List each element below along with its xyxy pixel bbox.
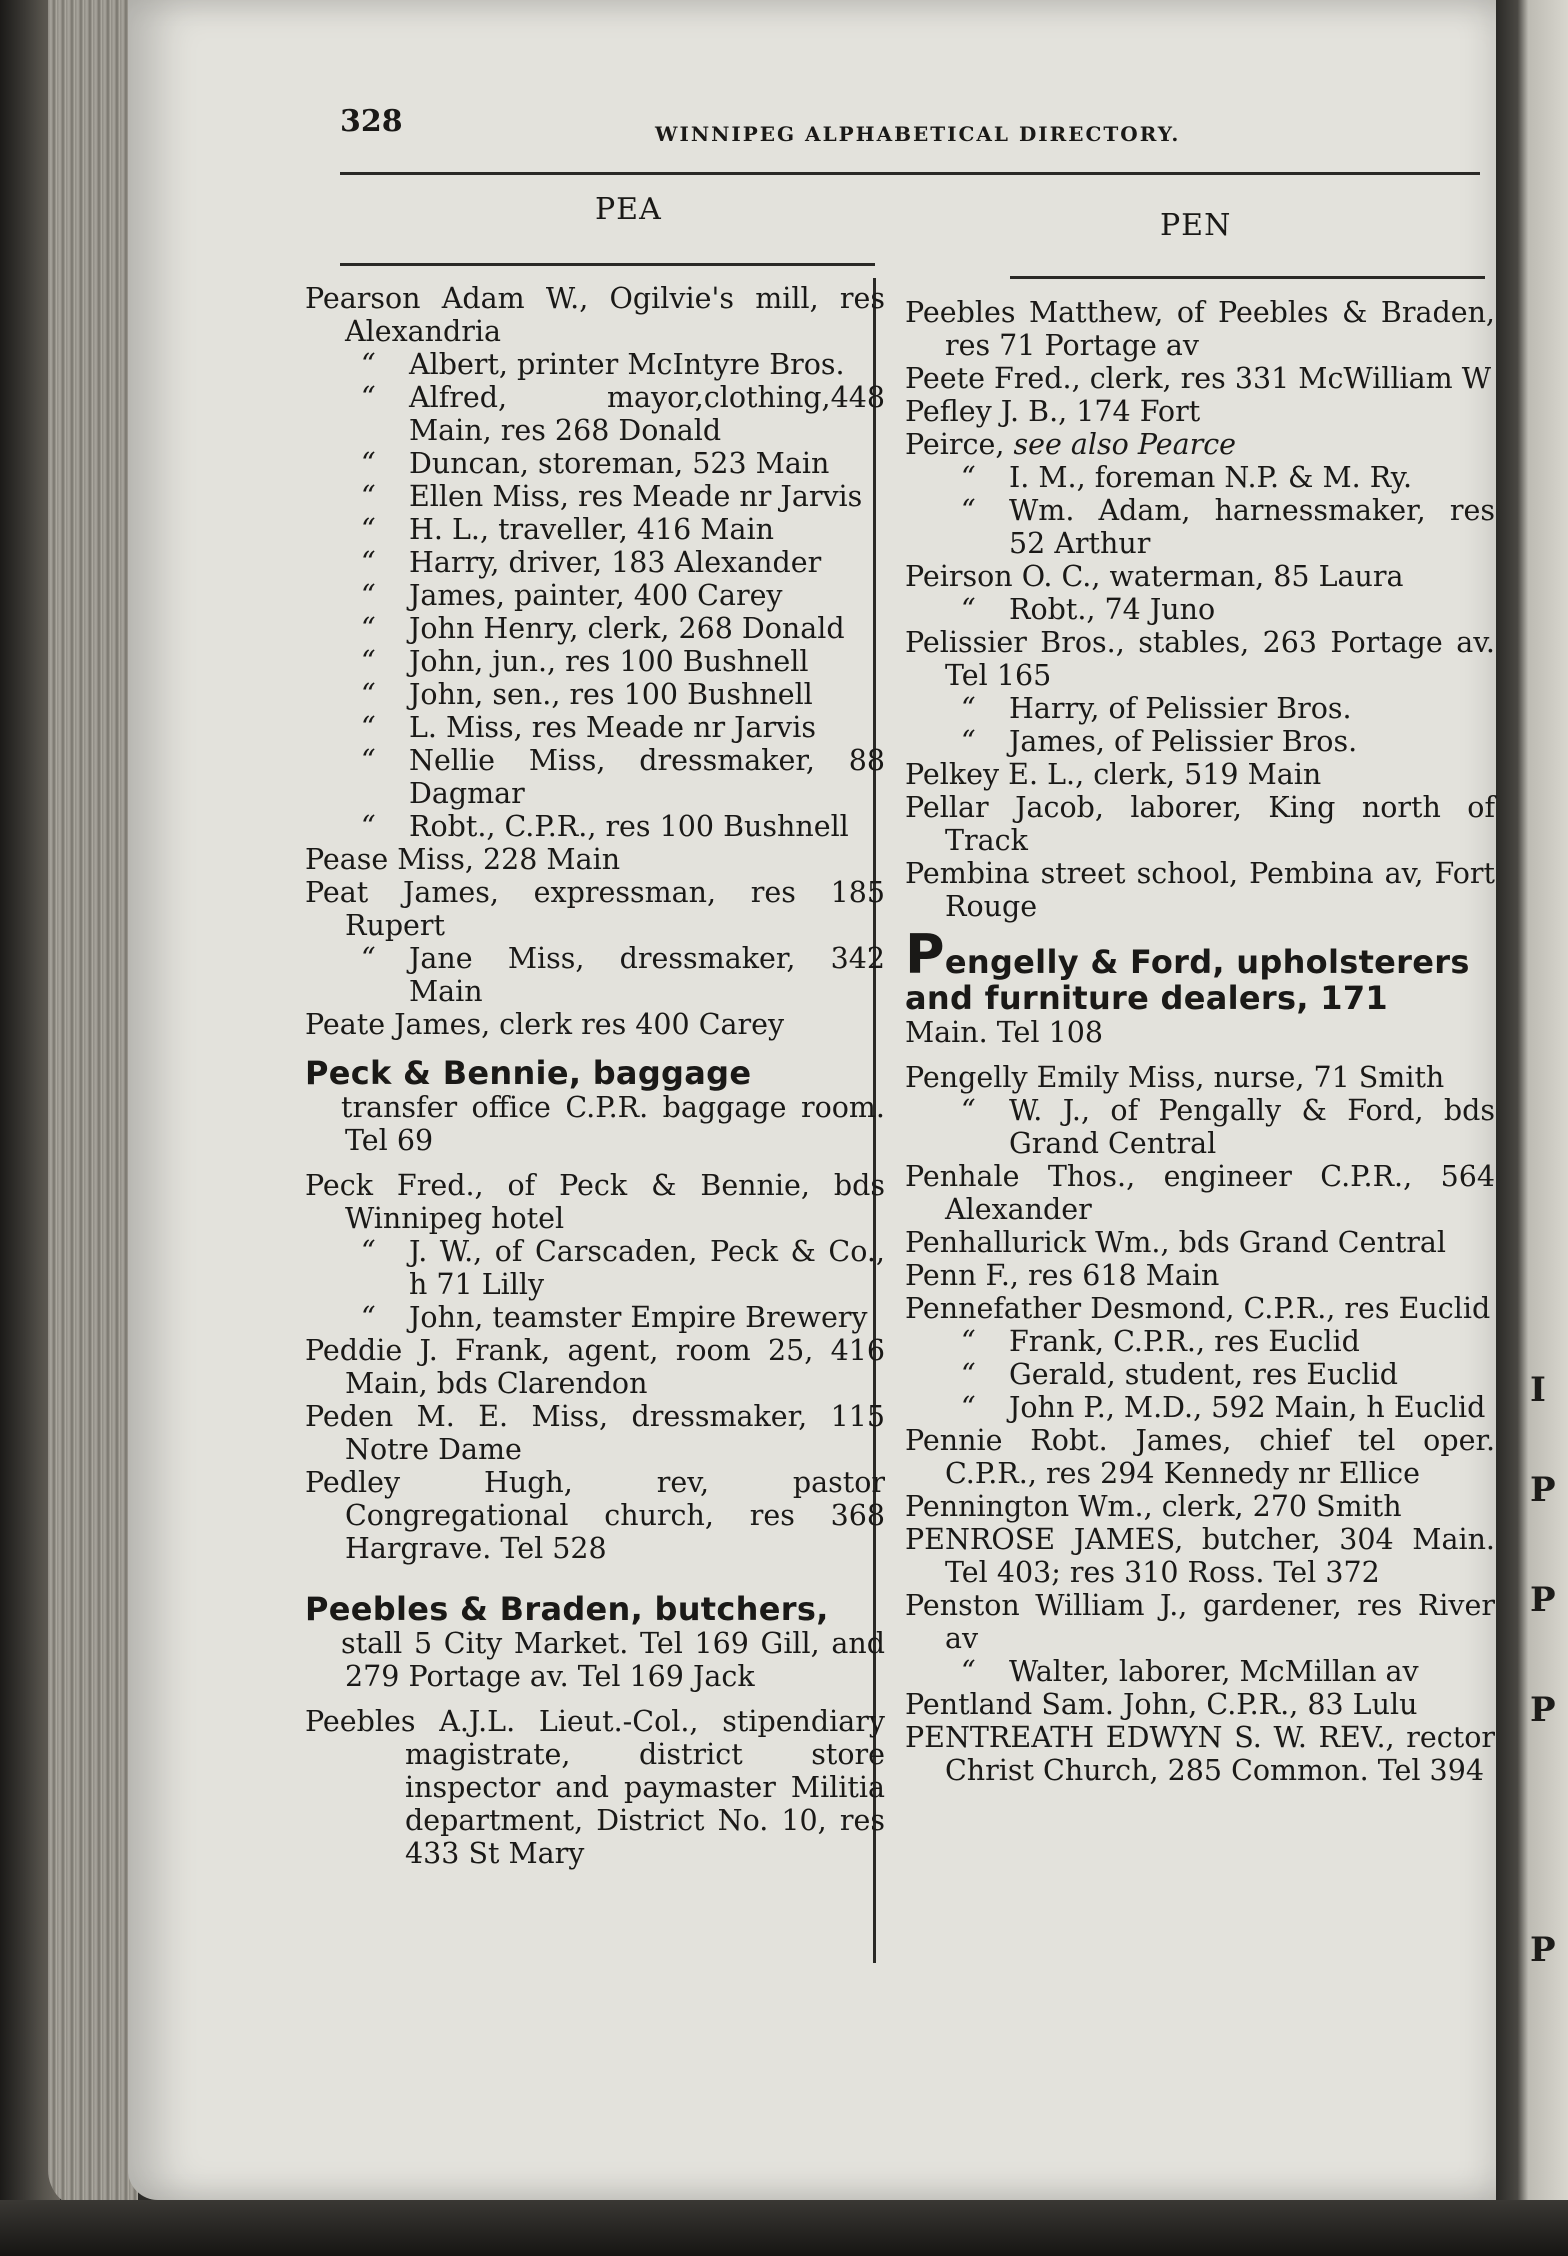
- directory-entry: “ Nellie Miss, dressmaker, 88 Dagmar: [361, 744, 885, 810]
- directory-entry: Pease Miss, 228 Main: [305, 843, 621, 876]
- left-head-rule: [340, 263, 875, 266]
- directory-entry: “ Robt., 74 Juno: [961, 593, 1216, 626]
- directory-entry: “ Harry, of Pelissier Bros.: [961, 692, 1352, 725]
- directory-entry: “ James, of Pelissier Bros.: [961, 725, 1358, 758]
- directory-entry: Pedley Hugh, rev, pastor Congregational church, res 368 Hargrave. Tel 528: [305, 1466, 885, 1565]
- directory-entry: “ Alfred, mayor,clothing,448 Main, res 268 Donald: [361, 381, 885, 447]
- directory-entry: “ W. J., of Pengally & Ford, bds Grand Central: [961, 1094, 1495, 1160]
- directory-entry: Peddie J. Frank, agent, room 25, 416 Main, bds Clarendon: [305, 1334, 885, 1400]
- directory-entry: Peebles Matthew, of Peebles & Braden, res 71 Portage av: [905, 296, 1495, 362]
- directory-entry: “ I. M., foreman N.P. & M. Ry.: [961, 461, 1413, 494]
- directory-entry: Peck Fred., of Peck & Bennie, bds Winnipeg hotel: [305, 1169, 885, 1235]
- directory-entry: “ Robt., C.P.R., res 100 Bushnell: [361, 810, 849, 843]
- directory-entry: Peirson O. C., waterman, 85 Laura: [905, 560, 1404, 593]
- directory-entry: Pearson Adam W., Ogilvie's mill, res Alexandria: [305, 282, 885, 348]
- edge-fragment: P: [1530, 1580, 1556, 1620]
- directory-entry: Penn F., res 618 Main: [905, 1259, 1220, 1292]
- directory-entry: “ John, sen., res 100 Bushnell: [361, 678, 813, 711]
- directory-entry: Pellar Jacob, laborer, King north of Track: [905, 791, 1495, 857]
- directory-entry: “ Duncan, storeman, 523 Main: [361, 447, 830, 480]
- directory-entry: “ Walter, laborer, McMillan av: [961, 1655, 1419, 1688]
- directory-entry: Penhallurick Wm., bds Grand Central: [905, 1226, 1446, 1259]
- advertisement-body: Main. Tel 108: [905, 1016, 1103, 1049]
- directory-entry: “ James, painter, 400 Carey: [361, 579, 783, 612]
- edge-fragment: P: [1530, 1690, 1556, 1730]
- directory-entry: Peete Fred., clerk, res 331 McWilliam W: [905, 362, 1492, 395]
- directory-entry: Peirce, see also Pearce: [905, 428, 1237, 461]
- directory-entry: Peat James, expressman, res 185 Rupert: [305, 876, 885, 942]
- directory-entry: “ Harry, driver, 183 Alexander: [361, 546, 822, 579]
- directory-entry: “ Gerald, student, res Euclid: [961, 1358, 1398, 1391]
- right-column: [905, 296, 1495, 1787]
- left-column-head: PEA: [595, 192, 662, 227]
- advertisement-heading: Peebles & Braden, butchers,: [305, 1590, 829, 1628]
- directory-entry: Peden M. E. Miss, dressmaker, 115 Notre Dame: [305, 1400, 885, 1466]
- directory-entry: PENTREATH EDWYN S. W. REV., rector Christ Church, 285 Common. Tel 394: [905, 1721, 1495, 1787]
- directory-entry: Peate James, clerk res 400 Carey: [305, 1008, 785, 1041]
- bottom-shadow: [0, 2200, 1568, 2256]
- advertisement-heading: Peck & Bennie, baggage: [305, 1054, 752, 1092]
- directory-entry: “ Ellen Miss, res Meade nr Jarvis: [361, 480, 863, 513]
- directory-entry: “ H. L., traveller, 416 Main: [361, 513, 774, 546]
- right-head-rule: [1010, 276, 1485, 279]
- directory-entry: Pefley J. B., 174 Fort: [905, 395, 1201, 428]
- directory-entry: “ Jane Miss, dressmaker, 342 Main: [361, 942, 885, 1008]
- directory-entry: “ L. Miss, res Meade nr Jarvis: [361, 711, 817, 744]
- advertisement-pengelly-ford: [905, 923, 1495, 1049]
- directory-entry: “ John Henry, clerk, 268 Donald: [361, 612, 845, 645]
- directory-entry: Penhale Thos., engineer C.P.R., 564 Alexander: [905, 1160, 1495, 1226]
- right-column-head: PEN: [1160, 208, 1232, 243]
- directory-entry: Penston William J., gardener, res River av: [905, 1589, 1495, 1655]
- edge-fragment: P: [1530, 1470, 1556, 1510]
- advertisement-peck-bennie: [305, 1055, 885, 1157]
- directory-entry: Pembina street school, Pembina av, Fort Rouge: [905, 857, 1495, 923]
- advertisement-body: transfer office C.P.R. baggage room. Tel 69: [341, 1091, 885, 1157]
- directory-entry: “ John P., M.D., 592 Main, h Euclid: [961, 1391, 1486, 1424]
- left-column: [305, 282, 885, 1870]
- directory-entry: “ John, teamster Empire Brewery: [361, 1301, 868, 1334]
- directory-entry: Pelissier Bros., stables, 263 Portage av. Tel 165: [905, 626, 1495, 692]
- page-number: 328: [340, 104, 403, 139]
- directory-entry: Pengelly Emily Miss, nurse, 71 Smith: [905, 1061, 1445, 1094]
- advertisement-heading: Pengelly & Ford, upholsterers and furniture dealers, 171: [905, 923, 1470, 1017]
- directory-entry: “ Wm. Adam, harnessmaker, res 52 Arthur: [961, 494, 1495, 560]
- advertisement-body: stall 5 City Market. Tel 169 Gill, and 279 Portage av. Tel 169 Jack: [341, 1627, 885, 1693]
- directory-entry: “ J. W., of Carscaden, Peck & Co., h 71 Lilly: [361, 1235, 885, 1301]
- edge-fragment: P: [1530, 1930, 1556, 1970]
- directory-entry: Pentland Sam. John, C.P.R., 83 Lulu: [905, 1688, 1418, 1721]
- directory-entry: Pennie Robt. James, chief tel oper. C.P.R., res 294 Kennedy nr Ellice: [905, 1424, 1495, 1490]
- page-edges: [48, 0, 138, 2210]
- directory-entry: “ Albert, printer McIntyre Bros.: [361, 348, 845, 381]
- directory-entry: “ John, jun., res 100 Bushnell: [361, 645, 809, 678]
- directory-entry: Pennefather Desmond, C.P.R., res Euclid: [905, 1292, 1491, 1325]
- edge-fragment: I: [1530, 1370, 1546, 1410]
- next-page-edge: [1496, 0, 1568, 2256]
- header-rule: [340, 172, 1480, 175]
- directory-entry: Pennington Wm., clerk, 270 Smith: [905, 1490, 1402, 1523]
- directory-entry: Pelkey E. L., clerk, 519 Main: [905, 758, 1322, 791]
- advertisement-peebles-braden: [305, 1591, 885, 1693]
- directory-entry: PENROSE JAMES, butcher, 304 Main. Tel 403; res 310 Ross. Tel 372: [905, 1523, 1495, 1589]
- running-head: WINNIPEG ALPHABETICAL DIRECTORY.: [655, 122, 1181, 146]
- directory-entry: Peebles A.J.L. Lieut.-Col., stipendiary magistrate, district store inspector and paymaster Militia department, District No. 10, res 433 St Mary: [305, 1705, 885, 1870]
- directory-entry: “ Frank, C.P.R., res Euclid: [961, 1325, 1360, 1358]
